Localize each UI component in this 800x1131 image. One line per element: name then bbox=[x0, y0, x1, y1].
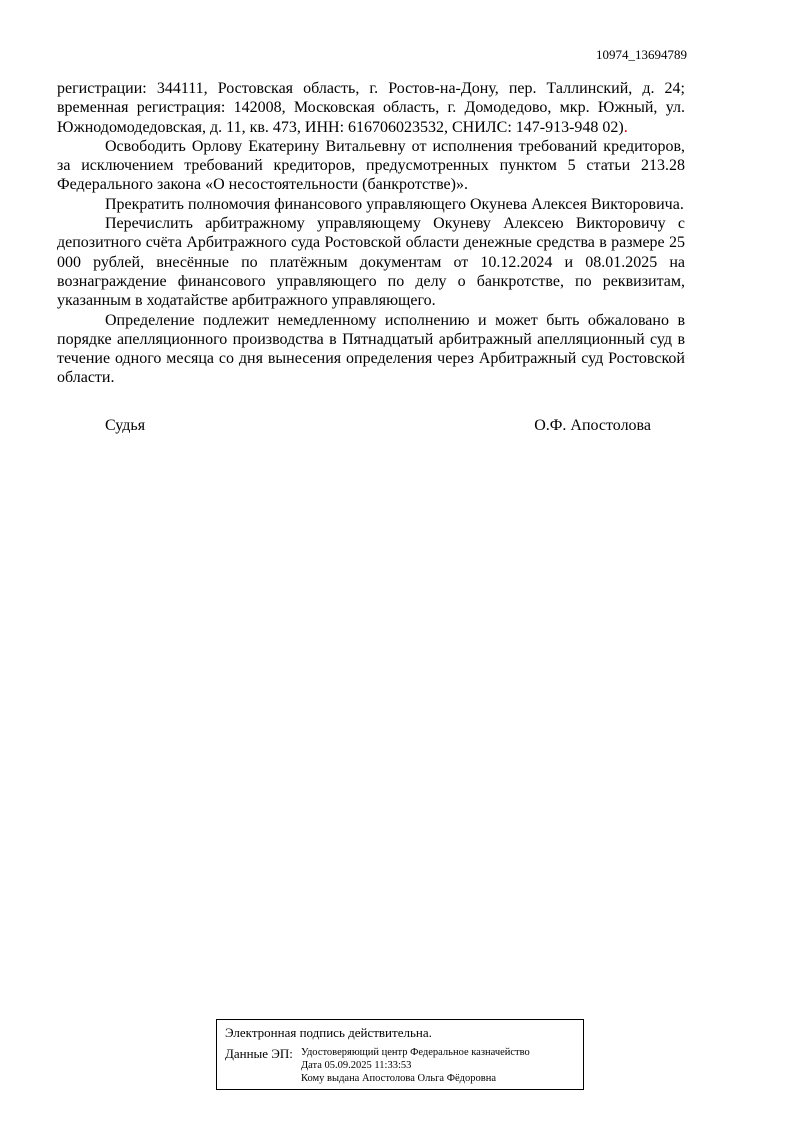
electronic-signature-stamp bbox=[216, 1019, 584, 1090]
esign-data-label: Данные ЭП: bbox=[225, 1046, 293, 1061]
paragraph-registration-text: регистрации: 344111, Ростовская область, г. Ростов-на-Дону, пер. Таллинский, д. 24; временная регистрация: 142008, Московская область, г. Домодедово, мкр. Южный, ул. Южнодомодедовская, д. 11, кв. 473, ИНН: 616706023532, СНИЛС: 147-913-948 02) bbox=[57, 80, 685, 136]
judge-name: О.Ф. Апостолова bbox=[534, 417, 651, 434]
esign-date: Дата 05.09.2025 11:33:53 bbox=[301, 1060, 412, 1071]
esign-issuer: Удостоверяющий центр Федеральное казначейство bbox=[301, 1047, 530, 1058]
paragraph-appeal-procedure: Определение подлежит немедленному исполнению и может быть обжаловано в порядке апелляционного производства в Пятнадцатый арбитражный апелляционный суд в течение одного месяца со дня вынесения определения через Арбитражный суд Ростовской области. bbox=[57, 311, 685, 387]
document-id: 10974_13694789 bbox=[596, 47, 687, 62]
judge-title: Судья bbox=[105, 417, 146, 434]
esign-details bbox=[301, 1046, 530, 1085]
esign-valid-text: Электронная подпись действительна. bbox=[225, 1025, 432, 1040]
document-body bbox=[57, 79, 685, 388]
paragraph-terminate-powers: Прекратить полномочия финансового управляющего Окунева Алексея Викторовича. bbox=[105, 195, 684, 213]
paragraph-release-from-claims: Освободить Орлову Екатерину Витальевну от исполнения требований кредиторов, за исключением требований кредиторов, предусмотренных пунктом 5 статьи 213.28 Федерального закона «О несостоятельности (банкротстве)». bbox=[57, 137, 685, 194]
paragraph-transfer-funds: Перечислить арбитражному управляющему Окуневу Алексею Викторовичу с депозитного счёта Арбитражного суда Ростовской области денежные средства в размере 25 000 рублей, внесённые по платёжным документам от 10.12.2024 и 08.01.2025 на вознаграждение финансового управляющего по делу о банкротстве, по реквизитам, указанным в ходатайстве арбитражного управляющего. bbox=[57, 215, 685, 310]
paragraph-registration bbox=[57, 79, 685, 137]
esign-data-row bbox=[225, 1046, 575, 1085]
esign-owner: Кому выдана Апостолова Ольга Фёдоровна bbox=[301, 1073, 496, 1084]
paragraph-registration-tail: . bbox=[623, 118, 628, 136]
